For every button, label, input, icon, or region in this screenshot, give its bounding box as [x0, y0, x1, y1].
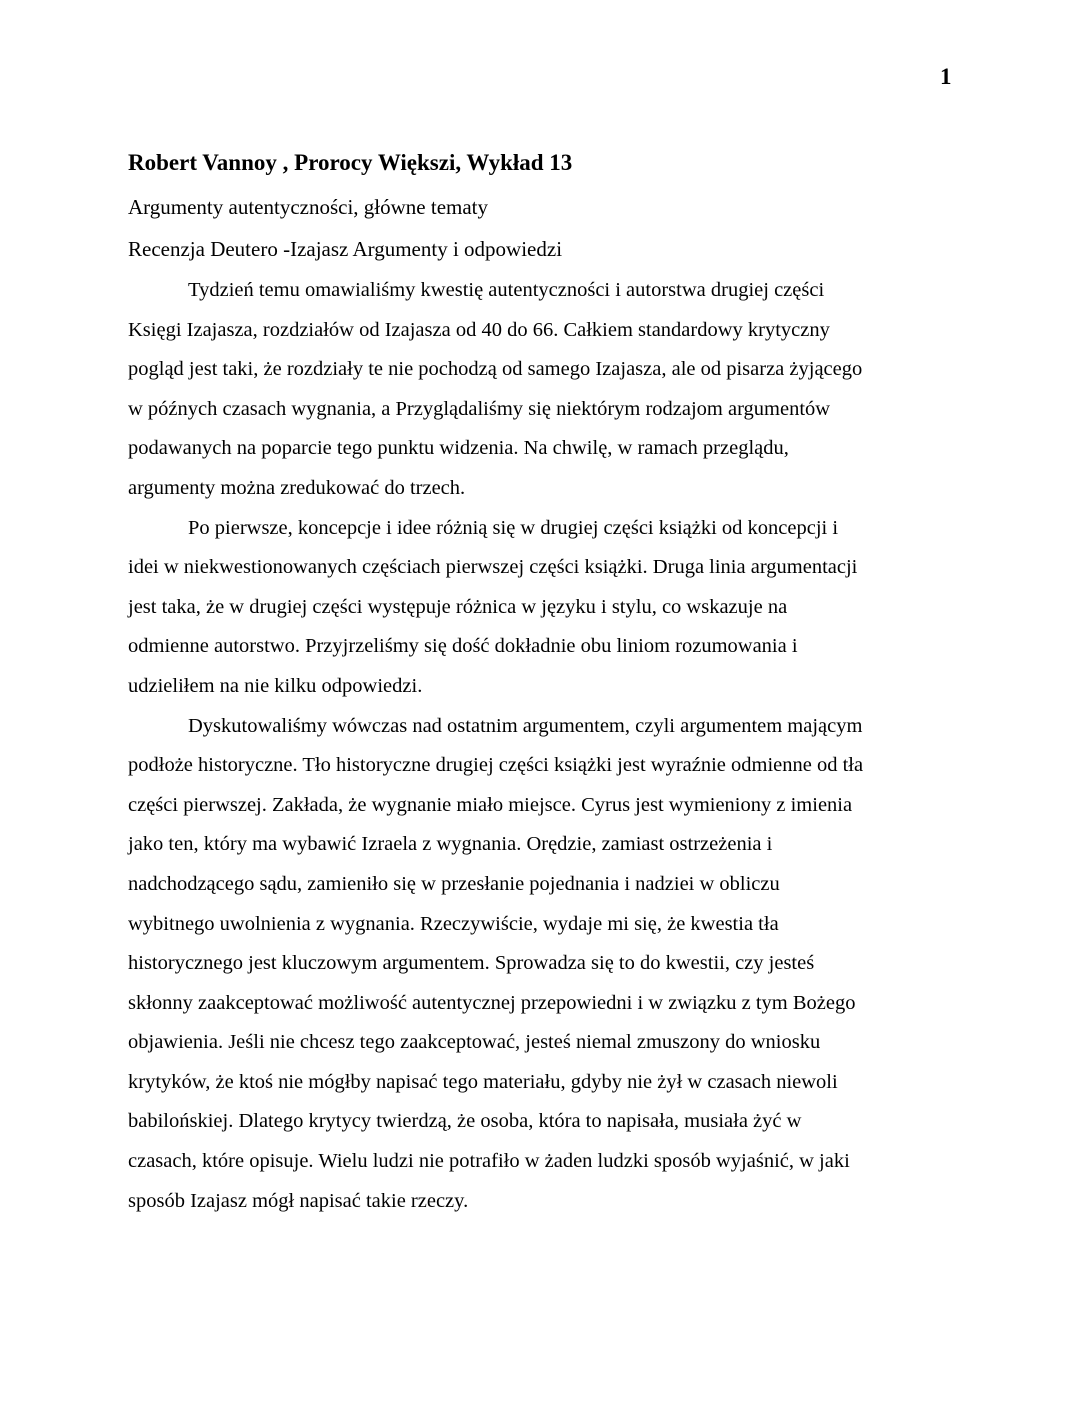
- text-line: jako ten, który ma wybawić Izraela z wygnania. Orędzie, zamiast ostrzeżenia i: [128, 833, 773, 856]
- text-line: pogląd jest taki, że rozdziały te nie pochodzą od samego Izajasza, ale od pisarza żyjącego: [128, 358, 863, 381]
- text-line: skłonny zaakceptować możliwość autentycznej przepowiedni i w związku z tym Bożego: [128, 991, 856, 1014]
- text-line: babilońskiej. Dlatego krytycy twierdzą, że osoba, która to napisała, musiała żyć w: [128, 1110, 802, 1133]
- document-title: Robert Vannoy , Prorocy Większi, Wykład 13: [128, 150, 573, 175]
- text-line: udzieliłem na nie kilku odpowiedzi.: [128, 674, 423, 697]
- text-line: Po pierwsze, koncepcje i idee różnią się w drugiej części książki od koncepcji i: [188, 516, 839, 539]
- text-line: podłoże historyczne. Tło historyczne drugiej części książki jest wyraźnie odmienne od tła: [128, 754, 864, 777]
- document-body: [128, 271, 958, 1221]
- paragraph-3: [128, 707, 958, 1222]
- text-line: argumenty można zredukować do trzech.: [128, 476, 466, 499]
- text-line: nadchodzącego sądu, zamieniło się w przesłanie pojednania i nadziei w obliczu: [128, 872, 780, 895]
- text-line: sposób Izajasz mógł napisać takie rzeczy.: [128, 1189, 469, 1212]
- text-line: odmienne autorstwo. Przyjrzeliśmy się dość dokładnie obu liniom rozumowania i: [128, 635, 798, 658]
- subtitle-review: Recenzja Deutero -Izajasz Argumenty i odpowiedzi: [128, 237, 563, 261]
- subtitle-topics: Argumenty autentyczności, główne tematy: [128, 195, 489, 219]
- text-line: wybitnego uwolnienia z wygnania. Rzeczywiście, wydaje mi się, że kwestia tła: [128, 912, 779, 935]
- text-line: podawanych na poparcie tego punktu widzenia. Na chwilę, w ramach przeglądu,: [128, 437, 789, 460]
- text-line: w późnych czasach wygnania, a Przyglądaliśmy się niektórym rodzajom argumentów: [128, 397, 831, 420]
- paragraph-1: [128, 271, 958, 509]
- text-line: Dyskutowaliśmy wówczas nad ostatnim argumentem, czyli argumentem mającym: [188, 714, 863, 737]
- paragraph-2: [128, 509, 958, 707]
- text-line: Księgi Izajasza, rozdziałów od Izajasza od 40 do 66. Całkiem standardowy krytyczny: [128, 318, 830, 341]
- text-line: historycznego jest kluczowym argumentem. Sprowadza się to do kwestii, czy jesteś: [128, 952, 815, 975]
- text-line: objawienia. Jeśli nie chcesz tego zaakceptować, jesteś niemal zmuszony do wniosku: [128, 1031, 821, 1054]
- page-number: 1: [940, 64, 952, 89]
- text-line: czasach, które opisuje. Wielu ludzi nie potrafiło w żaden ludzki sposób wyjaśnić, w jaki: [128, 1150, 850, 1173]
- text-line: części pierwszej. Zakłada, że wygnanie miało miejsce. Cyrus jest wymieniony z imienia: [128, 793, 853, 816]
- text-line: Tydzień temu omawialiśmy kwestię autentyczności i autorstwa drugiej części: [188, 279, 825, 301]
- text-line: krytyków, że ktoś nie mógłby napisać tego materiału, gdyby nie żył w czasach niewoli: [128, 1070, 838, 1093]
- text-line: jest taka, że w drugiej części występuje różnica w języku i stylu, co wskazuje na: [128, 595, 788, 618]
- text-line: idei w niekwestionowanych częściach pierwszej części książki. Druga linia argumentacji: [128, 556, 858, 579]
